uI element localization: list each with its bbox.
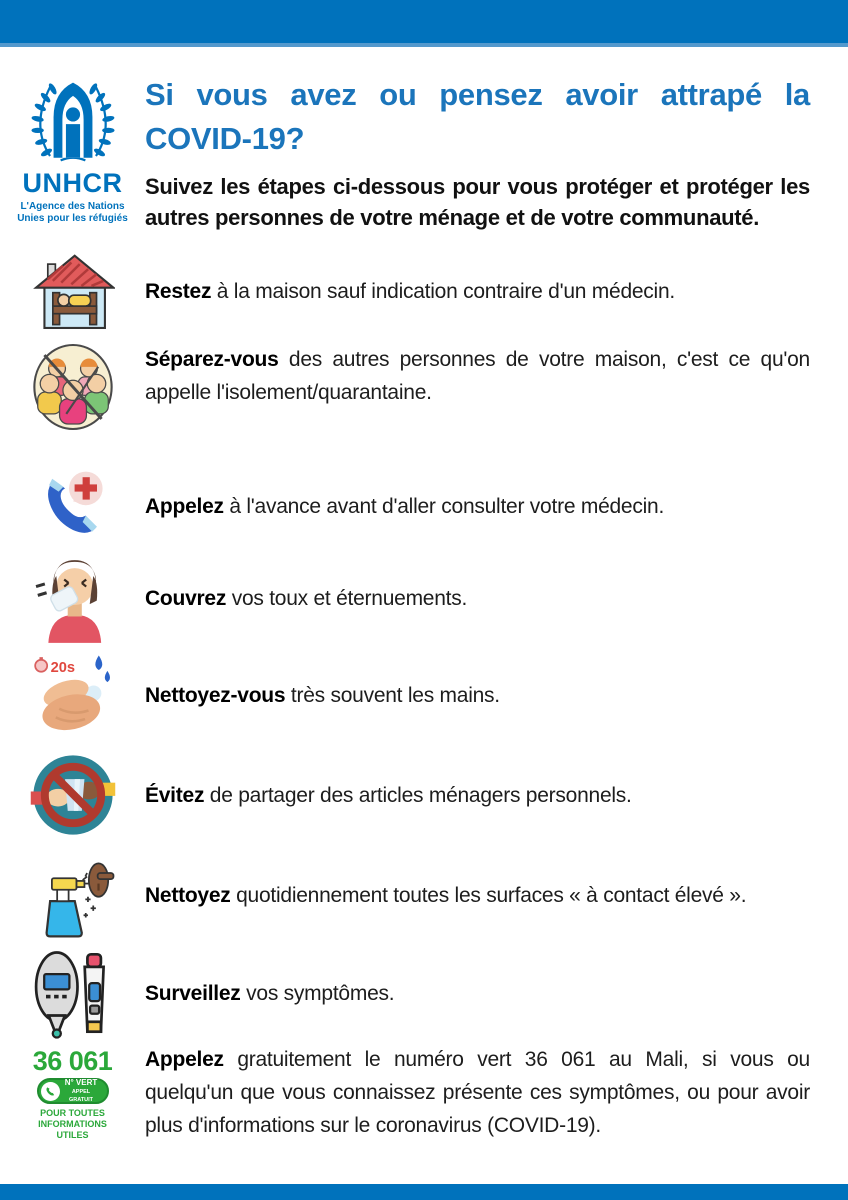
advice-list [0, 239, 848, 1143]
item-lead: Nettoyez-vous [145, 683, 286, 707]
item-rest: de partager des articles ménagers personnels. [209, 783, 632, 807]
list-item-surveillez [0, 943, 848, 1043]
list-item-evitez [0, 743, 848, 847]
item-text [145, 679, 848, 712]
list-item-nettoyez [0, 847, 848, 943]
item-rest: des autres personnes de votre maison, c'est ce qu'on appelle l'isolement/quarantaine. [145, 348, 810, 404]
item-text [145, 582, 848, 615]
hotline-caption [25, 1108, 121, 1141]
item-text [145, 275, 848, 308]
hand-wash-icon [30, 652, 116, 738]
unhcr-tagline-line2: Unies pour les réfugiés [17, 213, 128, 224]
phone-medical-icon [33, 466, 113, 546]
unhcr-tagline-line1: L'Agence des Nations [20, 201, 125, 212]
poster-header [0, 71, 848, 233]
sneeze-cover-icon [29, 553, 117, 643]
hotline-36061-logo [25, 1047, 121, 1141]
list-item-appelez [0, 463, 848, 549]
item-lead: Couvrez [145, 586, 227, 610]
title-cell [145, 71, 848, 233]
hotline-caption-line2: INFORMATIONS UTILES [38, 1119, 107, 1140]
hotline-caption-line1: POUR TOUTES [40, 1108, 105, 1118]
item-lead: Séparez-vous [145, 348, 279, 371]
item-rest: à la maison sauf indication contraire d'un médecin. [216, 279, 675, 303]
item-rest: très souvent les mains. [290, 683, 500, 707]
list-item-restez [0, 239, 848, 343]
house-bed-icon [31, 249, 115, 333]
hotline-badge [37, 1078, 109, 1104]
wash-timer-label: 20s [50, 659, 75, 676]
item-text [145, 879, 848, 912]
spray-disinfect-icon [29, 850, 117, 940]
crowd-separation-icon [31, 343, 115, 431]
item-text [145, 779, 848, 812]
no-sharing-icon [29, 751, 117, 839]
list-item-couvrez [0, 549, 848, 647]
list-item-separez [0, 343, 848, 463]
item-text [145, 490, 848, 523]
item-lead: Évitez [145, 783, 205, 807]
hotline-badge-line1: N° VERT [64, 1077, 98, 1087]
item-text [145, 1043, 848, 1142]
bottom-blue-bar [0, 1184, 848, 1200]
poster-intro: Suivez les étapes ci-dessous pour vous protéger et protéger les autres personnes de votre ménage et de votre communauté. [145, 174, 810, 230]
phone-icon [41, 1082, 60, 1101]
list-item-hotline [0, 1043, 848, 1143]
thermometers-icon [28, 947, 118, 1039]
item-text [145, 343, 848, 409]
item-lead: Surveillez [145, 981, 241, 1005]
item-text [145, 977, 848, 1010]
item-lead: Restez [145, 279, 212, 303]
item-rest: gratuitement le numéro vert 36 061 au Mali, si vous ou quelqu'un que vous connaissez présente ces symptômes, ou pour avoir plus d'informations sur le coronavirus (COVID-19). [145, 1048, 810, 1137]
item-rest: vos toux et éternuements. [231, 586, 468, 610]
poster-title: Si vous avez ou pensez avoir attrapé la COVID-19? [145, 77, 810, 156]
item-rest: quotidiennement toutes les surfaces « à contact élevé ». [236, 883, 747, 907]
logo-cell [0, 71, 145, 233]
unhcr-wordmark: UNHCR [22, 168, 123, 198]
unhcr-tagline [14, 201, 132, 225]
item-lead: Nettoyez [145, 883, 231, 907]
hotline-badge-line2: APPEL GRATUIT [68, 1088, 94, 1103]
hotline-number: 36 061 [32, 1046, 113, 1076]
item-lead: Appelez [145, 494, 224, 518]
unhcr-emblem-icon [20, 71, 126, 165]
item-rest: vos symptômes. [246, 981, 395, 1005]
unhcr-logo [14, 71, 132, 233]
list-item-nettoyez-vous [0, 647, 848, 743]
item-lead: Appelez [145, 1048, 224, 1071]
item-rest: à l'avance avant d'aller consulter votre médecin. [229, 494, 665, 518]
top-blue-bar [0, 0, 848, 47]
